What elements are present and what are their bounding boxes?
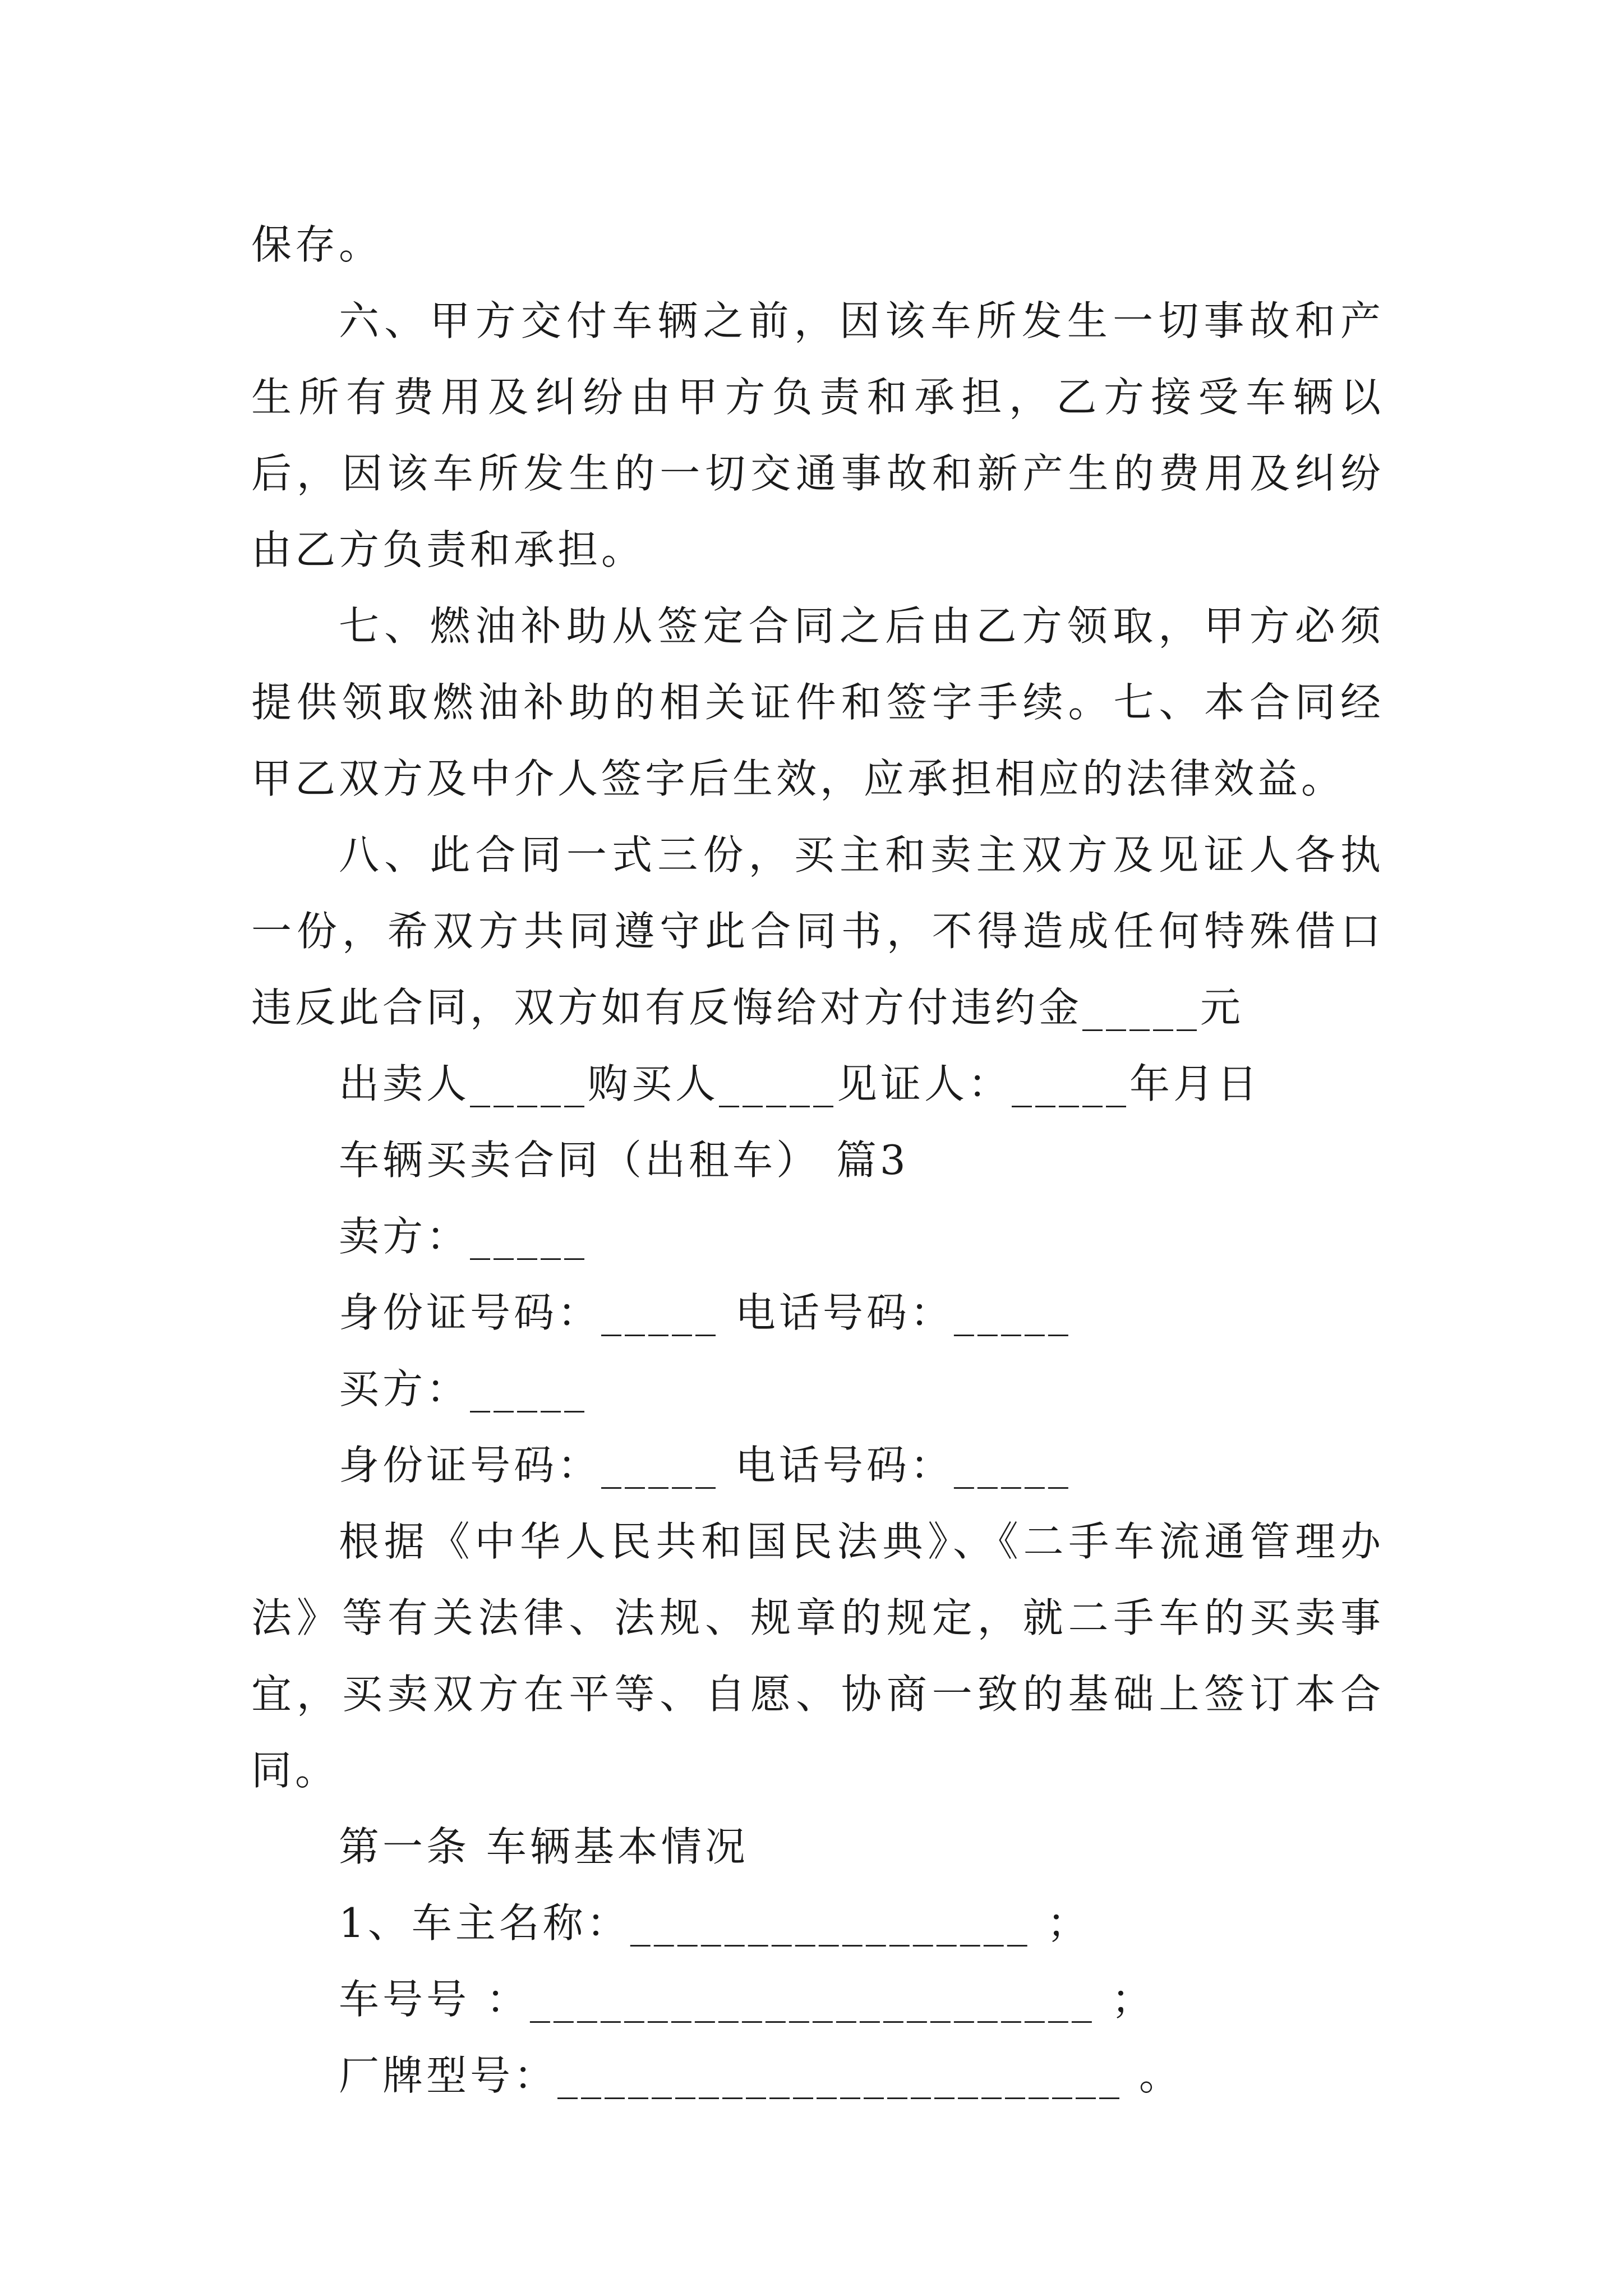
document-body [251,206,1384,2114]
plate-number-field: 车号号 ：________________________ ； [339,1976,1155,2023]
signature-line: 出卖人_____购买人_____见证人：_____年月日 [339,1060,1261,1107]
brand-model-field: 厂牌型号：________________________ 。 [339,2052,1183,2099]
section-title: 车辆买卖合同（出租车） 篇3 [339,1137,909,1184]
clause-seven: 七、燃油补助从签定合同之后由乙方领取，甲方必须提供领取燃油补助的相关证件和签字手续。七、本合同经甲乙双方及中介人签字后生效，应承担相应的法律效益。 [251,602,1384,802]
paragraph-continuation: 保存。 [251,221,383,268]
seller-id-phone-field: 身份证号码：_____ 电话号码：_____ [339,1289,1072,1336]
clause-six: 六、甲方交付车辆之前，因该车所发生一切事故和产生所有费用及纠纷由甲方负责和承担，乙方接受车辆以后，因该车所发生的一切交通事故和新产生的费用及纠纷由乙方负责和承担。 [251,297,1384,573]
seller-field: 卖方：_____ [339,1213,588,1260]
legal-basis-paragraph: 根据《中华人民共和国民法典》、《二手车流通管理办法》等有关法律、法规、规章的规定，就二手车的买卖事宜，买卖双方在平等、自愿、协商一致的基础上签订本合同。 [251,1518,1384,1794]
buyer-field: 买方：_____ [339,1365,588,1412]
article-one-heading: 第一条 车辆基本情况 [339,1823,749,1870]
clause-eight: 八、此合同一式三份，买主和卖主双方及见证人各执一份，希双方共同遵守此合同书，不得造成任何特殊借口违反此合同，双方如有反悔给对方付违约金_____元 [251,831,1384,1031]
owner-name-field: 1、车主名称：_________________ ； [339,1899,1091,1947]
buyer-id-phone-field: 身份证号码：_____ 电话号码：_____ [339,1442,1072,1489]
